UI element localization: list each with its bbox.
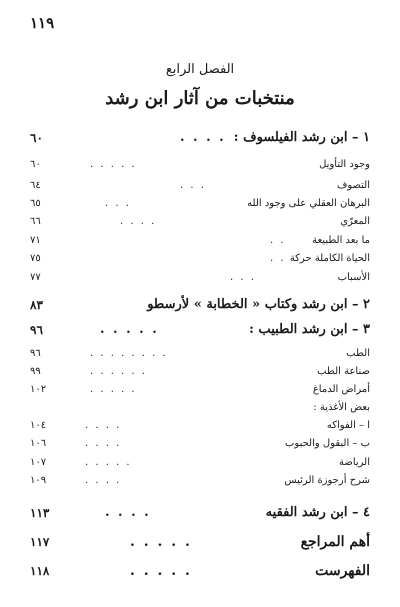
toc-entry bbox=[30, 455, 370, 475]
toc-leader-dots: . . . . bbox=[85, 438, 122, 449]
page-number: ١١٩ bbox=[30, 14, 55, 32]
toc-leader-dots: . . . bbox=[180, 180, 206, 191]
toc-page-number: ١١٣ bbox=[30, 506, 50, 520]
toc-leader-dots: . . . . . bbox=[90, 159, 137, 170]
toc-leader-dots: . . . . . bbox=[100, 322, 159, 337]
toc-leader-dots: . . . . bbox=[105, 505, 151, 520]
toc-page-number: ٦٦ bbox=[30, 216, 41, 227]
toc-entry-label: ب – البقول والحبوب bbox=[285, 438, 370, 449]
toc-page-number: ٦٥ bbox=[30, 198, 41, 209]
toc-entry bbox=[30, 270, 370, 290]
toc-entry-label: الفهرست bbox=[315, 563, 370, 579]
toc-entry bbox=[30, 251, 370, 271]
toc-entry bbox=[30, 178, 370, 198]
toc-page-number: ١١٨ bbox=[30, 564, 50, 578]
toc-entry bbox=[30, 382, 370, 402]
toc-page-number: ١٠٢ bbox=[30, 384, 47, 395]
toc-entry-label: ٣ – ابن رشد الطبيب : bbox=[249, 322, 370, 337]
toc-page-number: ١٠٩ bbox=[30, 475, 47, 486]
toc-entry-label: الطب bbox=[346, 348, 370, 359]
toc-entry-label: أمراض الدماغ bbox=[312, 384, 370, 395]
toc-entry-section bbox=[30, 320, 370, 340]
toc-leader-dots: . . . bbox=[105, 198, 131, 209]
toc-entry-label: البرهان العقلي على وجود الله bbox=[247, 198, 370, 209]
toc-entry-label: الأسباب bbox=[337, 272, 370, 283]
toc-leader-dots: . . . . bbox=[180, 130, 226, 145]
toc-leader-dots: . . bbox=[270, 253, 286, 264]
toc-leader-dots: . . . . . bbox=[90, 384, 137, 395]
toc-entry-label: وجود التأويل bbox=[319, 159, 370, 170]
toc-leader-dots: . . . . . . . . bbox=[90, 348, 168, 359]
toc-entry bbox=[30, 196, 370, 216]
toc-entry-label: الرياضة bbox=[338, 457, 370, 468]
toc-leader-dots: . . . bbox=[230, 272, 256, 283]
toc-page-number: ٩٦ bbox=[30, 323, 43, 337]
toc-entry-references bbox=[30, 531, 370, 551]
toc-page-number: ١٠٦ bbox=[30, 438, 47, 449]
toc-page-number: ٦٤ bbox=[30, 180, 41, 191]
toc-entry bbox=[30, 473, 370, 493]
chapter-label: الفصل الرابع bbox=[165, 62, 235, 77]
toc-entry-label: شرح أرجوزة الرئيس bbox=[284, 475, 370, 486]
toc-page-number: ٧٥ bbox=[30, 253, 41, 264]
toc-entry bbox=[30, 157, 370, 177]
toc-entry-label: الحياة الكاملة حركة bbox=[289, 253, 370, 264]
toc-entry-section bbox=[30, 503, 370, 523]
toc-leader-dots: . . . . . bbox=[130, 563, 192, 579]
toc-entry-label: صناعة الطب bbox=[317, 366, 370, 377]
toc-page-number: ١١٧ bbox=[30, 535, 50, 549]
toc-entry-label: بعض الأغذية : bbox=[313, 402, 370, 413]
toc-page-number: ٦٠ bbox=[30, 159, 41, 170]
toc-entry bbox=[30, 214, 370, 234]
toc-entry-label: ما بعد الطبيعة bbox=[312, 235, 370, 246]
toc-entry bbox=[30, 418, 370, 438]
toc-entry-label: ٤ – ابن رشد الفقيه bbox=[265, 505, 370, 520]
toc-entry-index bbox=[30, 560, 370, 580]
toc-leader-dots: . . . . bbox=[85, 420, 122, 431]
toc-entry bbox=[30, 233, 370, 253]
toc-entry bbox=[30, 346, 370, 366]
toc-entry-label: التصوف bbox=[336, 180, 370, 191]
toc-entry-section bbox=[30, 128, 370, 148]
toc-entry-label: ٢ – ابن رشد وكتاب « الخطابة » لأرسطو bbox=[147, 297, 370, 312]
toc-entry-label: أهم المراجع bbox=[300, 534, 370, 550]
page-title: منتخبات من آثار ابن رشد bbox=[105, 88, 295, 109]
toc-leader-dots: . . . . . bbox=[85, 457, 132, 468]
toc-entry bbox=[30, 364, 370, 384]
toc-page-number: ٧١ bbox=[30, 235, 41, 246]
toc-leader-dots: . . . . bbox=[85, 475, 122, 486]
toc-leader-dots: . . . . . . bbox=[90, 366, 147, 377]
toc-page-number: ٩٦ bbox=[30, 348, 41, 359]
toc-entry-label: ا – الفواكه bbox=[326, 420, 370, 431]
toc-entry-subheading bbox=[30, 400, 370, 420]
toc-page-number: ٦٠ bbox=[30, 131, 43, 145]
toc-leader-dots: . . . . bbox=[120, 216, 157, 227]
toc-page-number: ١٠٤ bbox=[30, 420, 47, 431]
toc-page-number: ٩٩ bbox=[30, 366, 41, 377]
toc-leader-dots: . . . . . bbox=[130, 534, 192, 550]
toc-leader-dots: . . bbox=[270, 235, 286, 246]
toc-page-number: ٧٧ bbox=[30, 272, 41, 283]
toc-entry-label: ١ – ابن رشد الفيلسوف : bbox=[233, 130, 370, 145]
toc-entry-label: المعرّي bbox=[340, 216, 370, 227]
toc-page-number: ٨٣ bbox=[30, 298, 43, 312]
toc-entry-section bbox=[30, 295, 370, 315]
toc-entry bbox=[30, 436, 370, 456]
toc-page-number: ١٠٧ bbox=[30, 457, 47, 468]
